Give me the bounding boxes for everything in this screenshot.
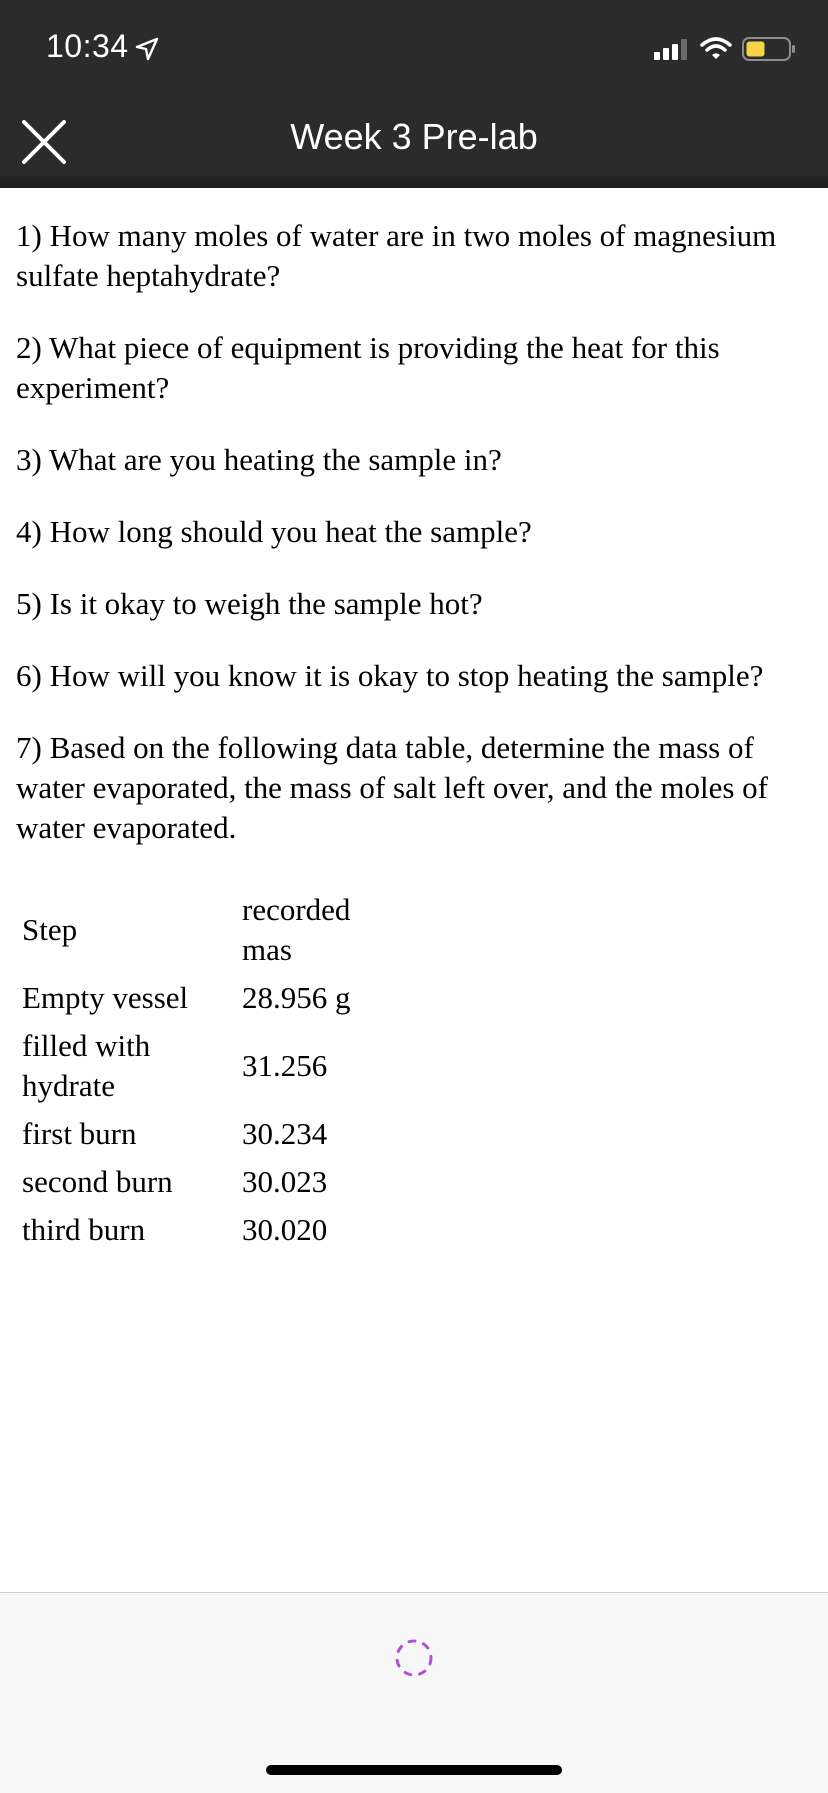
table-cell-step: second burn bbox=[22, 1164, 173, 1199]
location-arrow-icon bbox=[134, 36, 160, 67]
table-cell-mass: 28.956 g bbox=[242, 980, 351, 1015]
table-cell-step: first burn bbox=[22, 1116, 137, 1151]
bottom-toolbar bbox=[0, 1592, 828, 1793]
table-row bbox=[14, 1022, 390, 1110]
table-header-row bbox=[14, 886, 390, 974]
table-cell-mass: 31.256 bbox=[242, 1048, 328, 1083]
table-cell-step: Empty vessel bbox=[22, 980, 189, 1015]
table-row bbox=[14, 974, 390, 1022]
question-6: 6) How will you know it is okay to stop heating the sample? bbox=[16, 658, 764, 693]
question-5: 5) Is it okay to weigh the sample hot? bbox=[16, 586, 483, 621]
top-bar-divider bbox=[0, 176, 828, 188]
table-row bbox=[14, 1206, 390, 1254]
status-time: 10:34 bbox=[46, 28, 129, 64]
loading-spinner-icon bbox=[390, 1634, 438, 1687]
question-2: 2) What piece of equipment is providing the heat for this experiment? bbox=[16, 330, 720, 405]
question-4: 4) How long should you heat the sample? bbox=[16, 514, 532, 549]
table-header-step: Step bbox=[22, 912, 78, 947]
page-title: Week 3 Pre-lab bbox=[290, 116, 538, 157]
table-header-mass: recorded mas bbox=[242, 892, 351, 967]
table-row bbox=[14, 1158, 390, 1206]
battery-icon bbox=[742, 36, 796, 67]
table-cell-step: filled with hydrate bbox=[22, 1028, 151, 1103]
prelab-questions bbox=[16, 216, 816, 880]
question-7: 7) Based on the following data table, determine the mass of water evaporated, the mass of salt left over, and the moles of water evaporated. bbox=[16, 730, 768, 845]
signal-bars-icon bbox=[654, 38, 690, 65]
table-cell-mass: 30.023 bbox=[242, 1164, 328, 1199]
table-row bbox=[14, 1110, 390, 1158]
data-table bbox=[14, 886, 390, 1254]
table-cell-mass: 30.234 bbox=[242, 1116, 328, 1151]
question-3: 3) What are you heating the sample in? bbox=[16, 442, 502, 477]
home-indicator[interactable] bbox=[266, 1765, 562, 1775]
wifi-icon bbox=[700, 36, 732, 65]
table-cell-mass: 30.020 bbox=[242, 1212, 328, 1247]
question-1: 1) How many moles of water are in two moles of magnesium sulfate heptahydrate? bbox=[16, 218, 777, 293]
table-cell-step: third burn bbox=[22, 1212, 146, 1247]
